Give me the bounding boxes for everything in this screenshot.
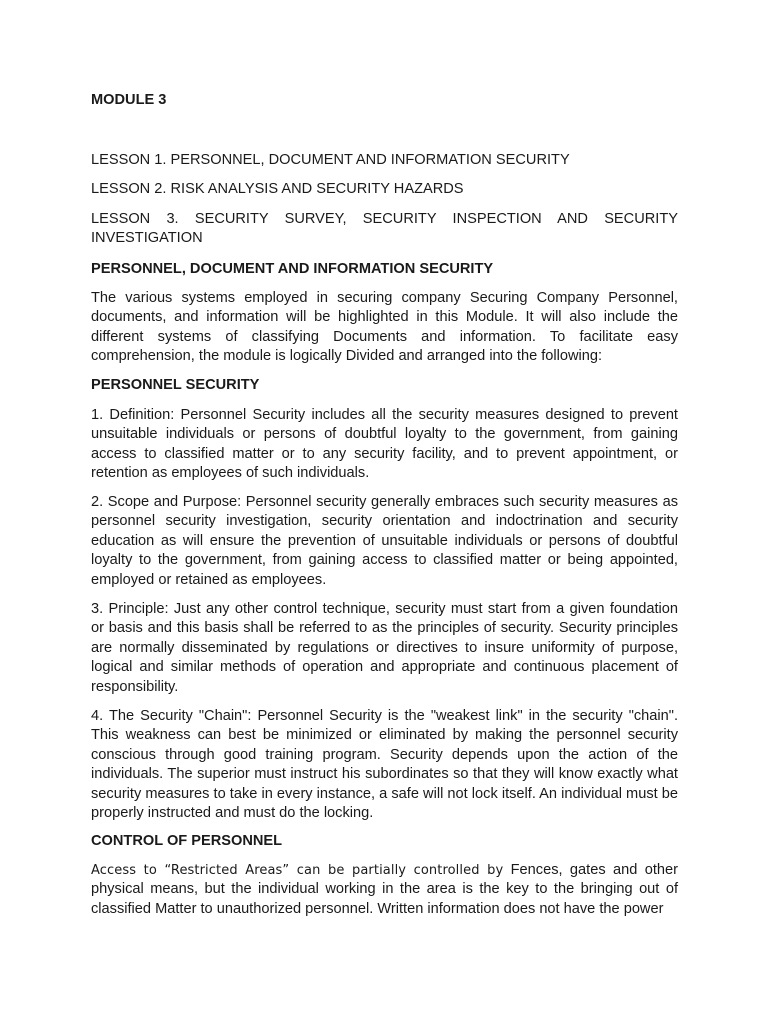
control-paragraph [91, 861, 678, 919]
section-heading-control: CONTROL OF PERSONNEL [91, 833, 283, 849]
lesson-1: LESSON 1. PERSONNEL, DOCUMENT AND INFORMATION SECURITY [91, 152, 570, 168]
personnel-item-scope: 2. Scope and Purpose: Personnel security generally embraces such security measures as personnel security investigation, security orientation and indoctrination and security education as will ensure the prevention of unsuitable individuals or persons of doubtful loyalty to the government, from gaining access to classified matter or being appointed, employed or retained as employees. [91, 494, 678, 588]
lesson-3: LESSON 3. SECURITY SURVEY, SECURITY INSPECTION AND SECURITY INVESTIGATION [91, 211, 678, 247]
section-heading-pdis: PERSONNEL, DOCUMENT AND INFORMATION SECURITY [91, 261, 494, 277]
personnel-item-chain: 4. The Security "Chain": Personnel Security is the "weakest link" in the security "chain". This weakness can best be minimized or eliminated by making the personnel security conscious through good training program. Security depends upon the action of the individuals. The superior must instruct his subordinates so that they will know exactly what security measures to take in every instance, a safe will not lock itself. An individual must be properly instructed and must do the locking. [91, 708, 678, 822]
personnel-item-definition: 1. Definition: Personnel Security includes all the security measures designed to prevent unsuitable individuals or persons of doubtful loyalty to the government, from gaining access to classified matter or to any security facility, and to prevent appointment, or retention as employees of such individuals. [91, 407, 678, 482]
control-paragraph-lead: Access to “Restricted Areas” can be partially controlled by [91, 863, 504, 878]
personnel-item-principle: 3. Principle: Just any other control technique, security must start from a given foundation or basis and this basis shall be referred to as the principles of security. Security principles are normally disseminated by regulations or directives to insure uniformity of purpose, logical and similar methods of operation and appropriate and continuous placement of responsibility. [91, 601, 678, 695]
intro-paragraph: The various systems employed in securing company Securing Company Personnel, documents, and information will be highlighted in this Module. It will also include the different systems of classifying Documents and information. To facilitate easy comprehension, the module is logically Divided and arranged into the following: [91, 290, 678, 365]
module-title: MODULE 3 [91, 92, 167, 108]
section-heading-personnel: PERSONNEL SECURITY [91, 377, 260, 393]
lesson-2: LESSON 2. RISK ANALYSIS AND SECURITY HAZARDS [91, 181, 464, 197]
control-paragraph-rest: Fences, gates and other physical means, but the individual working in the area is the key to the bringing out of classified Matter to unauthorized personnel. Written information does not have the power [91, 862, 679, 917]
